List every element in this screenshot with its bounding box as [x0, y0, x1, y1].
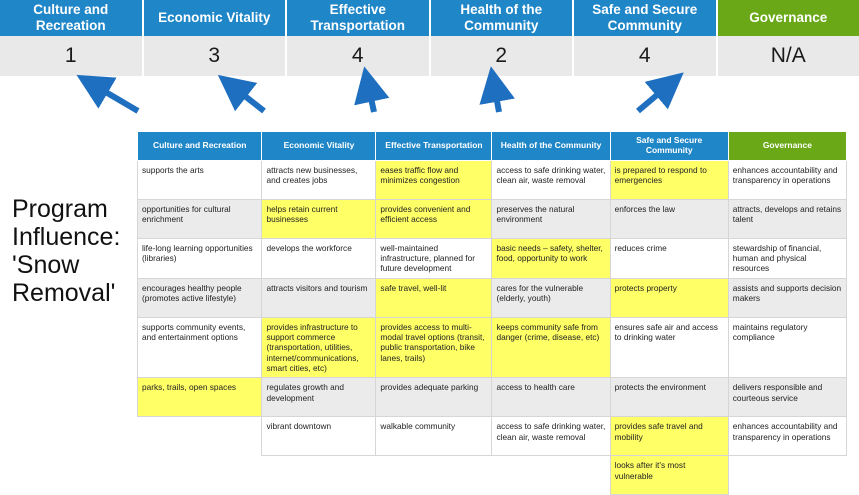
arrow-layer — [0, 76, 859, 136]
matrix-cell: provides safe travel and mobility — [610, 417, 728, 456]
matrix-cell: is prepared to respond to emergencies — [610, 160, 728, 199]
arrow-safe-and-secure-community — [638, 84, 670, 111]
score-safe-and-secure-community: 4 — [574, 36, 718, 76]
matrix-header-row — [138, 132, 847, 161]
matrix-cell: attracts visitors and tourism — [262, 278, 376, 317]
matrix-cell: access to safe drinking water, clean air, waste removal — [492, 160, 610, 199]
arrow-economic-vitality — [232, 86, 264, 111]
matrix-cell: preserves the natural environment — [492, 199, 610, 238]
table-row — [138, 278, 847, 317]
matrix-cell: attracts new businesses, and creates jobs — [262, 160, 376, 199]
matrix-header-economic-vitality: Economic Vitality — [262, 132, 376, 161]
matrix-cell-empty — [492, 456, 610, 495]
matrix-cell: opportunities for cultural enrichment — [138, 199, 262, 238]
matrix-cell: enhances accountability and transparency in operations — [728, 417, 846, 456]
matrix-cell: provides infrastructure to support commerce (transportation, utilities, internet/communications, smart cities, etc) — [262, 317, 376, 378]
matrix-cell-empty — [262, 456, 376, 495]
matrix-cell: protects property — [610, 278, 728, 317]
matrix-header-culture-and-recreation: Culture and Recreation — [138, 132, 262, 161]
table-row — [138, 160, 847, 199]
score-effective-transportation: 4 — [287, 36, 431, 76]
score-governance: N/A — [718, 36, 859, 76]
matrix-cell: provides access to multi-modal travel options (transit, public transportation, bike lanes, trails) — [376, 317, 492, 378]
matrix-cell: maintains regulatory compliance — [728, 317, 846, 378]
matrix-cell: enhances accountability and transparency in operations — [728, 160, 846, 199]
category-header-culture-and-recreation: Culture and Recreation — [0, 0, 144, 36]
matrix-header-governance: Governance — [728, 132, 846, 161]
category-header-economic-vitality: Economic Vitality — [144, 0, 288, 36]
category-header-effective-transportation: Effective Transportation — [287, 0, 431, 36]
matrix-cell: protects the environment — [610, 378, 728, 417]
matrix-cell: enforces the law — [610, 199, 728, 238]
matrix-cell: life-long learning opportunities (libraries) — [138, 238, 262, 278]
matrix-cell: looks after it's most vulnerable — [610, 456, 728, 495]
matrix-cell: basic needs – safety, shelter, food, opportunity to work — [492, 238, 610, 278]
matrix-cell: vibrant downtown — [262, 417, 376, 456]
matrix-cell: safe travel, well-lit — [376, 278, 492, 317]
matrix-cell: assists and supports decision makers — [728, 278, 846, 317]
matrix-header-safe-and-secure-community: Safe and Secure Community — [610, 132, 728, 161]
matrix-cell-empty — [376, 456, 492, 495]
program-influence-caption: Program Influence: 'Snow Removal' — [12, 195, 132, 307]
matrix-header-effective-transportation: Effective Transportation — [376, 132, 492, 161]
matrix-cell: parks, trails, open spaces — [138, 378, 262, 417]
arrow-health-of-the-community — [494, 84, 499, 112]
matrix-cell: keeps community safe from danger (crime, disease, etc) — [492, 317, 610, 378]
matrix-cell: access to health care — [492, 378, 610, 417]
score-band — [0, 36, 859, 76]
matrix-cell: provides adequate parking — [376, 378, 492, 417]
table-row — [138, 317, 847, 378]
category-header-safe-and-secure-community: Safe and Secure Community — [574, 0, 718, 36]
category-header-governance: Governance — [718, 0, 859, 36]
matrix-cell: stewardship of financial, human and physical resources — [728, 238, 846, 278]
matrix-cell: walkable community — [376, 417, 492, 456]
category-header-band — [0, 0, 859, 36]
influence-matrix — [137, 131, 847, 495]
matrix-cell-empty — [138, 456, 262, 495]
matrix-cell: encourages healthy people (promotes active lifestyle) — [138, 278, 262, 317]
table-row — [138, 199, 847, 238]
matrix-cell: ensures safe air and access to drinking water — [610, 317, 728, 378]
table-row — [138, 378, 847, 417]
score-culture-and-recreation: 1 — [0, 36, 144, 76]
matrix-cell: helps retain current businesses — [262, 199, 376, 238]
matrix-cell: develops the workforce — [262, 238, 376, 278]
arrow-culture-and-recreation — [92, 84, 138, 111]
matrix-cell: eases traffic flow and minimizes congestion — [376, 160, 492, 199]
score-economic-vitality: 3 — [144, 36, 288, 76]
matrix-cell: supports the arts — [138, 160, 262, 199]
table-row — [138, 238, 847, 278]
matrix-cell: provides convenient and efficient access — [376, 199, 492, 238]
table-row — [138, 456, 847, 495]
matrix-cell-empty — [728, 456, 846, 495]
matrix-header-health-of-the-community: Health of the Community — [492, 132, 610, 161]
matrix-cell: attracts, develops and retains talent — [728, 199, 846, 238]
matrix-cell: access to safe drinking water, clean air, waste removal — [492, 417, 610, 456]
matrix-cell: cares for the vulnerable (elderly, youth) — [492, 278, 610, 317]
table-row — [138, 417, 847, 456]
matrix-cell: supports community events, and entertainment options — [138, 317, 262, 378]
arrow-effective-transportation — [368, 84, 374, 112]
matrix-cell-empty — [138, 417, 262, 456]
matrix-cell: regulates growth and development — [262, 378, 376, 417]
matrix-cell: well-maintained infrastructure, planned for future development — [376, 238, 492, 278]
score-health-of-the-community: 2 — [431, 36, 575, 76]
matrix-cell: reduces crime — [610, 238, 728, 278]
category-header-health-of-the-community: Health of the Community — [431, 0, 575, 36]
matrix-cell: delivers responsible and courteous service — [728, 378, 846, 417]
